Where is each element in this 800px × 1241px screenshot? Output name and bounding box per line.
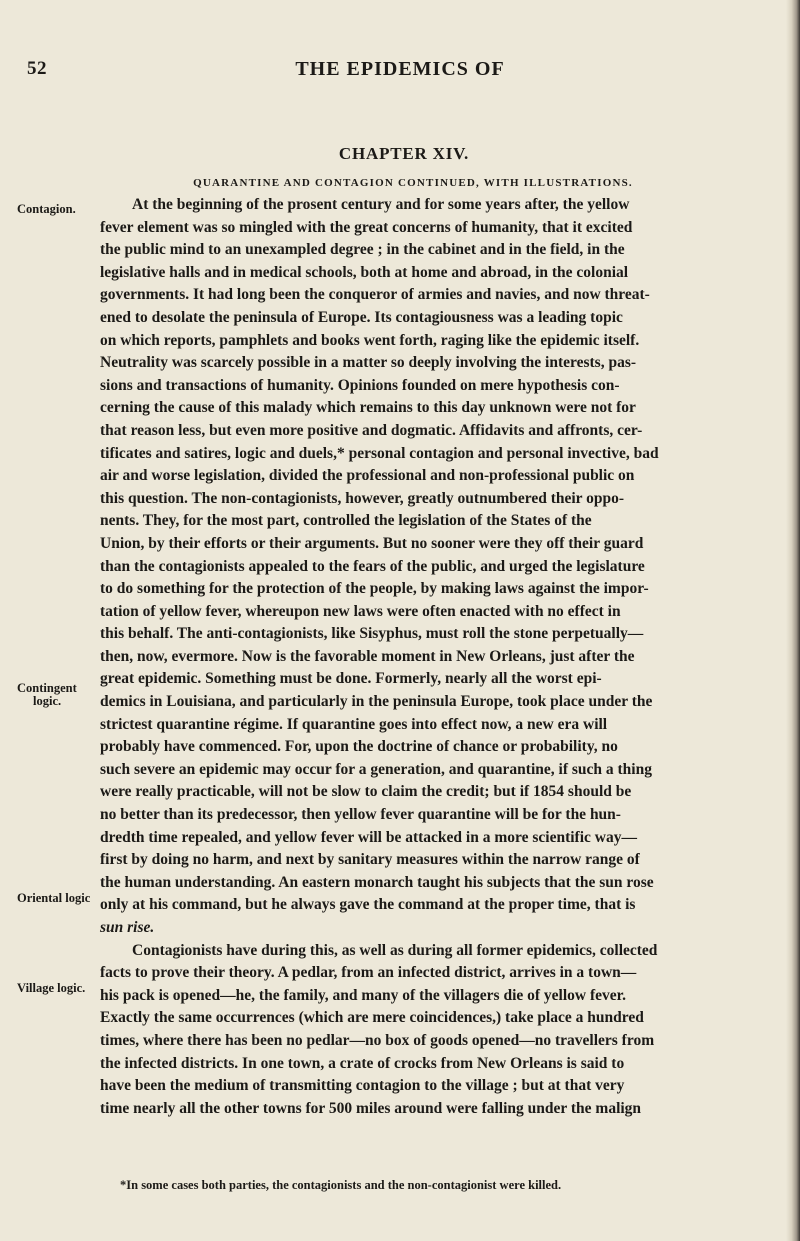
- body-line: strictest quarantine régime. If quarantine goes into effect now, a new era will: [100, 715, 608, 733]
- sidenote-village-logic: Village logic.: [17, 981, 86, 995]
- footnote: *In some cases both parties, the contagionists and the non-contagionist were killed.: [120, 1178, 562, 1192]
- sidenote-oriental-logic: Oriental logic: [17, 891, 91, 905]
- body-line: Contagionists have during this, as well as during all former epidemics, collected: [132, 941, 658, 959]
- body-line: governments. It had long been the conqueror of armies and navies, and now threat-: [100, 286, 650, 304]
- body-line: than the contagionists appealed to the fears of the public, and urged the legislature: [100, 557, 645, 575]
- sidenote-contingent-line1: Contingent: [17, 681, 77, 695]
- body-line: air and worse legislation, divided the professional and non-professional public on: [100, 467, 635, 485]
- body-line: great epidemic. Something must be done. Formerly, nearly all the worst epi-: [100, 670, 602, 688]
- body-line: demics in Louisiana, and particularly in the peninsula Europe, took place under the: [100, 693, 653, 711]
- body-line: first by doing no harm, and next by sanitary measures within the narrow range of: [100, 851, 640, 869]
- body-line: Exactly the same occurrences (which are mere coincidences,) take place a hundred: [100, 1009, 644, 1027]
- body-line: tificates and satires, logic and duels,* personal contagion and personal invective, bad: [100, 444, 659, 462]
- body-line: Neutrality was scarcely possible in a matter so deeply involving the interests, pas-: [100, 354, 637, 372]
- body-line: At the beginning of the prosent century and for some years after, the yellow: [132, 196, 630, 213]
- body-line: probably have commenced. For, upon the doctrine of chance or probability, no: [100, 738, 618, 756]
- body-line: the public mind to an unexampled degree ; in the cabinet and in the field, in the: [100, 241, 625, 259]
- body-line: time nearly all the other towns for 500 miles around were falling under the malign: [100, 1099, 642, 1117]
- body-line: sun rise.: [100, 919, 155, 936]
- body-line: then, now, evermore. Now is the favorable moment in New Orleans, just after the: [100, 647, 635, 665]
- body-line: sions and transactions of humanity. Opinions founded on mere hypothesis con-: [100, 376, 620, 394]
- body-line: the human understanding. An eastern monarch taught his subjects that the sun rose: [100, 873, 654, 891]
- body-text: [100, 194, 785, 1120]
- chapter-subtitle: QUARANTINE AND CONTAGION CONTINUED, WITH ILLUSTRATIONS.: [193, 177, 633, 189]
- body-line: nents. They, for the most part, controlled the legislation of the States of the: [100, 512, 592, 530]
- body-line: cerning the cause of this malady which remains to this day unknown were not for: [100, 399, 636, 417]
- body-line: on which reports, pamphlets and books went forth, raging like the epidemic itself.: [100, 331, 640, 349]
- body-line: tation of yellow fever, whereupon new laws were often enacted with no effect in: [100, 602, 621, 620]
- body-line: legislative halls and in medical schools, both at home and abroad, in the colonial: [100, 263, 629, 281]
- body-line: the infected districts. In one town, a crate of crocks from New Orleans is said to: [100, 1054, 625, 1072]
- body-line: this behalf. The anti-contagionists, like Sisyphus, must roll the stone perpetually—: [100, 625, 644, 643]
- body-line: such severe an epidemic may occur for a generation, and quarantine, if such a thing: [100, 760, 652, 778]
- sidenote-contagion: Contagion.: [17, 202, 76, 216]
- body-line: dredth time repealed, and yellow fever will be attacked in a more scientific way—: [100, 828, 637, 846]
- body-line: have been the medium of transmitting contagion to the village ; but at that very: [100, 1077, 625, 1095]
- body-line: were really practicable, will not be slow to claim the credit; but if 1854 should be: [100, 783, 632, 801]
- body-line: fever element was so mingled with the great concerns of humanity, that it excited: [100, 218, 633, 236]
- sidenote-contingent-logic: [17, 682, 77, 708]
- body-line: only at his command, but he always gave the command at the proper time, that is: [100, 896, 636, 914]
- body-line: times, where there has been no pedlar—no box of goods opened—no travellers from: [100, 1031, 655, 1049]
- page-number: 52: [27, 58, 47, 79]
- body-line: ened to desolate the peninsula of Europe. Its contagiousness was a leading topic: [100, 308, 623, 326]
- body-line: no better than its predecessor, then yellow fever quarantine will be for the hun-: [100, 806, 621, 824]
- running-head: THE EPIDEMICS OF: [295, 58, 505, 80]
- sidenote-contingent-line2: logic.: [33, 694, 62, 708]
- body-line: that reason less, but even more positive and dogmatic. Affidavits and affronts, cer-: [100, 421, 643, 439]
- body-line: this question. The non-contagionists, however, greatly outnumbered their oppo-: [100, 489, 625, 507]
- body-line: to do something for the protection of the people, by making laws against the impor-: [100, 580, 649, 598]
- chapter-title: CHAPTER XIV.: [338, 144, 470, 163]
- body-line: Union, by their efforts or their arguments. But no sooner were they off their guard: [100, 534, 644, 552]
- body-line: facts to prove their theory. A pedlar, from an infected district, arrives in a town—: [100, 964, 637, 982]
- body-line: his pack is opened—he, the family, and many of the villagers die of yellow fever.: [100, 986, 626, 1004]
